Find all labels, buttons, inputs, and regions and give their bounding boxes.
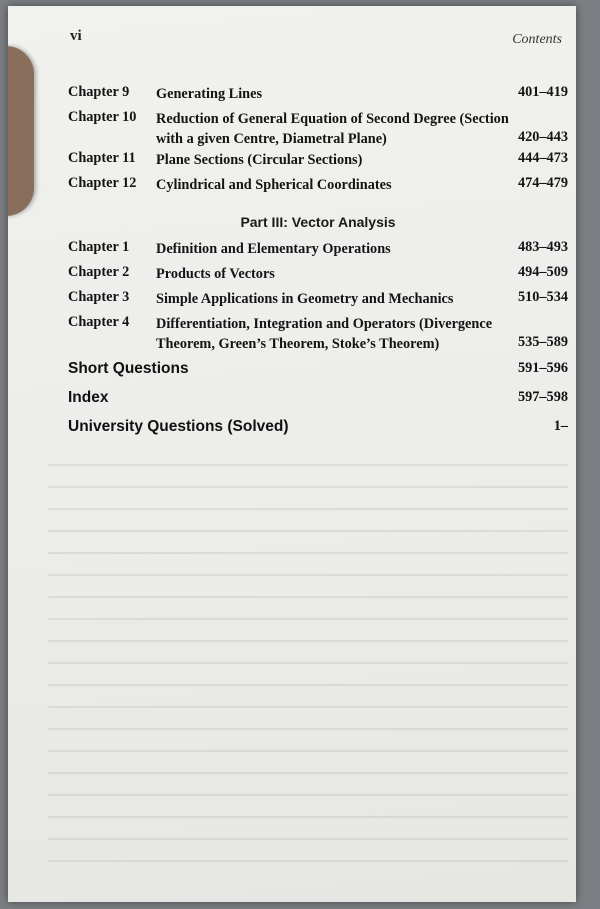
page-range: 474–479 [517, 175, 568, 191]
chapter-label: Chapter 11 [68, 150, 136, 166]
page-range: 510–534 [517, 289, 568, 305]
chapter-title: Plane Sections (Circular Sections) [156, 152, 363, 168]
back-matter-title: Index [68, 389, 109, 406]
book-page [8, 6, 576, 902]
chapter-title: Products of Vectors [156, 266, 275, 282]
chapter-label: Chapter 4 [68, 314, 130, 330]
chapter-title: Reduction of General Equation of Second Degree (Section with a given Centre, Diametral Plane) [156, 111, 509, 147]
page-range: 420–443 [517, 129, 568, 145]
page-range: 444–473 [517, 150, 568, 166]
chapter-label: Chapter 1 [68, 239, 130, 255]
chapter-label: Chapter 12 [68, 175, 137, 191]
back-matter-entry [68, 389, 568, 407]
chapter-title: Cylindrical and Spherical Coordinates [156, 177, 392, 193]
back-matter-entry [68, 360, 568, 378]
page-range: 597–598 [517, 389, 568, 405]
page-number: vi [70, 28, 82, 44]
page-range: 591–596 [517, 360, 568, 376]
chapter-label: Chapter 9 [68, 84, 130, 100]
running-title: Contents [512, 32, 562, 47]
show-through-texture [48, 446, 568, 876]
back-matter-entry [68, 418, 568, 436]
chapter-title: Generating Lines [156, 86, 263, 102]
page-range: 535–589 [517, 334, 568, 350]
chapter-title: Simple Applications in Geometry and Mechanics [156, 291, 454, 307]
chapter-title: Differentiation, Integration and Operators (Divergence Theorem, Green’s Theorem, Stoke’s Theorem) [156, 316, 493, 352]
back-matter-title: Short Questions [68, 360, 189, 377]
part-heading: Part III: Vector Analysis [240, 214, 396, 230]
page-range: 494–509 [517, 264, 568, 280]
thumb-shadow [8, 46, 34, 216]
page-range: 483–493 [517, 239, 568, 255]
chapter-label: Chapter 3 [68, 289, 130, 305]
chapter-label: Chapter 2 [68, 264, 130, 280]
chapter-label: Chapter 10 [68, 109, 137, 125]
back-matter-title: University Questions (Solved) [68, 418, 289, 435]
chapter-title: Definition and Elementary Operations [156, 241, 391, 257]
page-range: 401–419 [517, 84, 568, 100]
page-range: 1– [553, 418, 568, 434]
